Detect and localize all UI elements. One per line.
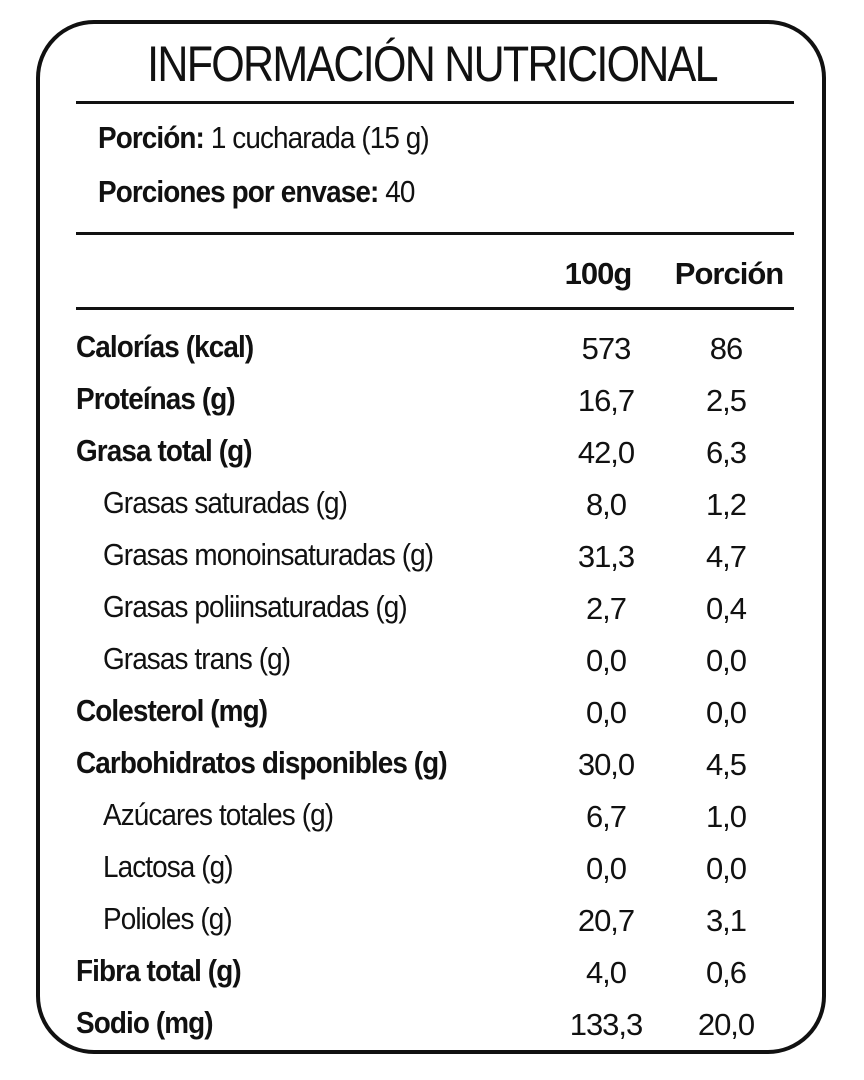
column-header-portion: Porción — [674, 256, 784, 291]
servings-per-container-label: Porciones por envase: — [98, 174, 379, 209]
serving-size-label: Porción: — [98, 120, 204, 155]
nutrient-name: Lactosa (g) — [103, 849, 233, 884]
value-per-100g: 0,0 — [585, 695, 627, 730]
value-per-portion: 0,0 — [705, 695, 747, 730]
value-per-100g: 16,7 — [577, 383, 635, 418]
value-per-100g: 2,7 — [585, 591, 627, 626]
table-row — [76, 895, 796, 947]
value-per-portion: 0,0 — [705, 851, 747, 886]
title-divider — [76, 101, 794, 104]
value-per-100g: 4,0 — [585, 955, 627, 990]
value-per-portion: 4,5 — [705, 747, 747, 782]
table-row — [76, 999, 796, 1051]
servings-per-container-value: 40 — [385, 174, 415, 209]
value-per-portion: 6,3 — [705, 435, 747, 470]
nutrient-name: Fibra total (g) — [76, 953, 241, 988]
value-per-portion: 0,0 — [705, 643, 747, 678]
value-per-portion: 1,2 — [705, 487, 747, 522]
value-per-100g: 20,7 — [577, 903, 635, 938]
nutrient-name: Grasas monoinsaturadas (g) — [103, 537, 434, 572]
value-per-portion: 0,4 — [705, 591, 747, 626]
table-row — [76, 739, 796, 791]
value-per-portion: 2,5 — [705, 383, 747, 418]
value-per-portion: 86 — [709, 331, 743, 366]
value-per-100g: 573 — [581, 331, 631, 366]
table-row — [76, 583, 796, 635]
table-row — [76, 531, 796, 583]
value-per-100g: 42,0 — [577, 435, 635, 470]
serving-size-value: 1 cucharada (15 g) — [210, 120, 429, 155]
nutrient-name: Grasas trans (g) — [103, 641, 291, 676]
value-per-portion: 4,7 — [705, 539, 747, 574]
table-row — [76, 843, 796, 895]
label-title: INFORMACIÓN NUTRICIONAL — [147, 36, 717, 92]
table-row — [76, 947, 796, 999]
header-divider — [76, 307, 794, 310]
value-per-portion: 0,6 — [705, 955, 747, 990]
nutrient-name: Grasa total (g) — [76, 433, 252, 468]
table-row — [76, 323, 796, 375]
servings-per-container — [98, 173, 414, 211]
serving-size — [98, 119, 429, 157]
value-per-100g: 0,0 — [585, 851, 627, 886]
nutrient-name: Carbohidratos disponibles (g) — [76, 745, 447, 780]
nutrient-name: Colesterol (mg) — [76, 693, 268, 728]
value-per-100g: 30,0 — [577, 747, 635, 782]
nutrient-name: Grasas saturadas (g) — [103, 485, 348, 520]
value-per-portion: 20,0 — [697, 1007, 755, 1042]
value-per-100g: 8,0 — [585, 487, 627, 522]
table-row — [76, 687, 796, 739]
value-per-portion: 1,0 — [705, 799, 747, 834]
serving-divider — [76, 232, 794, 235]
nutrient-name: Polioles (g) — [103, 901, 232, 936]
table-row — [76, 375, 796, 427]
table-row — [76, 791, 796, 843]
value-per-100g: 133,3 — [569, 1007, 643, 1042]
table-row — [76, 479, 796, 531]
table-row — [76, 635, 796, 687]
value-per-100g: 0,0 — [585, 643, 627, 678]
value-per-100g: 6,7 — [585, 799, 627, 834]
nutrient-name: Sodio (mg) — [76, 1005, 213, 1040]
nutrient-name: Azúcares totales (g) — [103, 797, 334, 832]
value-per-100g: 31,3 — [577, 539, 635, 574]
nutrient-name: Grasas poliinsaturadas (g) — [103, 589, 407, 624]
table-row — [76, 427, 796, 479]
nutrient-name: Proteínas (g) — [76, 381, 235, 416]
column-header-100g: 100g — [564, 256, 632, 291]
nutrient-name: Calorías (kcal) — [76, 329, 254, 364]
value-per-portion: 3,1 — [705, 903, 747, 938]
